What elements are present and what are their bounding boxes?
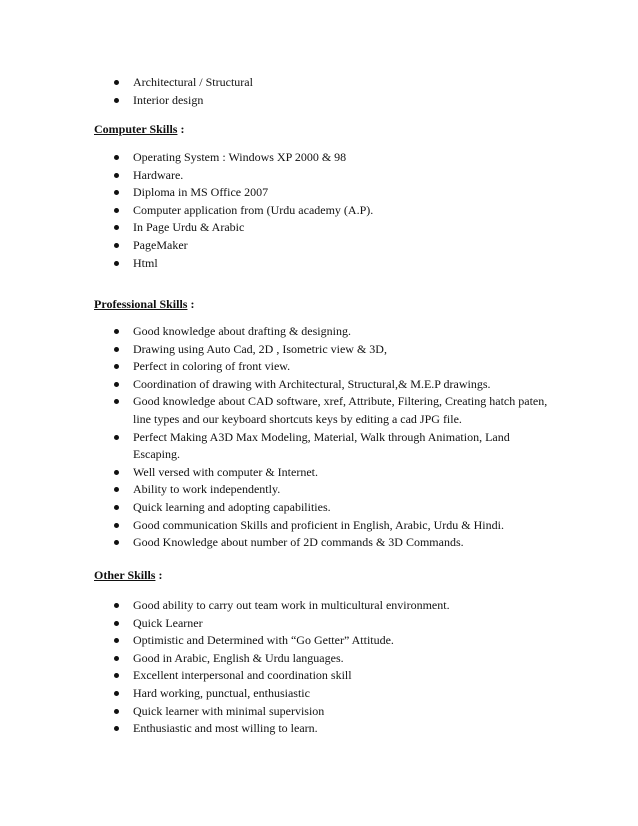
other-skills-section (0, 597, 638, 738)
bullet-icon (114, 261, 119, 266)
professional-skills-list (0, 323, 638, 552)
bullet-icon (114, 691, 119, 696)
computer-skill-item (0, 219, 638, 237)
other-skills-list (0, 597, 638, 738)
other-skill-item (0, 720, 638, 738)
professional-skill-item-text: Drawing using Auto Cad, 2D , Isometric view & 3D, (133, 341, 387, 356)
professional-skill-item (0, 534, 638, 552)
bullet-icon (114, 80, 119, 85)
top-skill-item (0, 92, 638, 110)
other-skill-item-text: Quick learner with minimal supervision (133, 703, 325, 718)
bullet-icon (114, 487, 119, 492)
other-skill-item-text: Hard working, punctual, enthusiastic (133, 685, 310, 700)
computer-skills-list (0, 149, 638, 272)
bullet-icon (114, 540, 119, 545)
other-skill-item (0, 597, 638, 615)
other-skills-heading-label: Other Skills (94, 568, 156, 582)
computer-skill-item-text: Hardware. (133, 167, 184, 182)
bullet-icon (114, 638, 119, 643)
computer-skill-item (0, 184, 638, 202)
professional-skill-item (0, 323, 638, 341)
top-skill-item (0, 74, 638, 92)
professional-skill-item (0, 464, 638, 482)
computer-skill-item (0, 167, 638, 185)
professional-skill-item (0, 481, 638, 499)
bullet-icon (114, 364, 119, 369)
computer-skill-item-text: Diploma in MS Office 2007 (133, 185, 269, 200)
professional-skill-item (0, 429, 638, 464)
bullet-icon (114, 470, 119, 475)
bullet-icon (114, 726, 119, 731)
other-skill-item-text: Good in Arabic, English & Urdu languages. (133, 650, 344, 665)
professional-skill-item (0, 376, 638, 394)
top-skill-item-text: Architectural / Structural (133, 75, 253, 89)
other-skill-item (0, 632, 638, 650)
top-skills-section (0, 74, 638, 109)
bullet-icon (114, 656, 119, 661)
professional-skill-item-text: Good communication Skills and proficient in English, Arabic, Urdu & Hindi. (133, 517, 504, 532)
bullet-icon (114, 347, 119, 352)
bullet-icon (114, 603, 119, 608)
professional-skill-item (0, 517, 638, 535)
other-skill-item-text: Quick Learner (133, 615, 203, 630)
other-skill-item (0, 615, 638, 633)
professional-skill-item-text: Perfect Making A3D Max Modeling, Material, Walk through Animation, Land Escaping. (133, 429, 510, 462)
computer-skill-item (0, 255, 638, 273)
other-skill-item (0, 703, 638, 721)
other-skills-heading-colon: : (155, 568, 163, 582)
professional-skills-section (0, 323, 638, 552)
professional-skill-item (0, 341, 638, 359)
bullet-icon (114, 673, 119, 678)
computer-skills-heading-label: Computer Skills (94, 122, 178, 136)
other-skill-item-text: Good ability to carry out team work in multicultural environment. (133, 598, 450, 612)
computer-skills-section (0, 149, 638, 272)
computer-skill-item-text: In Page Urdu & Arabic (133, 220, 245, 235)
bullet-icon (114, 190, 119, 195)
professional-skill-item-text: Well versed with computer & Internet. (133, 464, 318, 479)
other-skill-item-text: Enthusiastic and most willing to learn. (133, 721, 318, 736)
professional-skill-item-text: Quick learning and adopting capabilities. (133, 499, 331, 514)
bullet-icon (114, 243, 119, 248)
computer-skill-item-text: Computer application from (Urdu academy (A.P). (133, 202, 374, 217)
other-skill-item-text: Optimistic and Determined with “Go Getter” Attitude. (133, 633, 394, 648)
other-skill-item (0, 685, 638, 703)
professional-skill-item-text: Ability to work independently. (133, 482, 281, 497)
bullet-icon (114, 155, 119, 160)
computer-skill-item (0, 149, 638, 167)
bullet-icon (114, 399, 119, 404)
bullet-icon (114, 709, 119, 714)
bullet-icon (114, 98, 119, 103)
bullet-icon (114, 505, 119, 510)
bullet-icon (114, 173, 119, 178)
computer-skills-heading-colon: : (177, 122, 185, 136)
bullet-icon (114, 329, 119, 334)
bullet-icon (114, 621, 119, 626)
other-skills-heading (94, 567, 162, 583)
professional-skills-heading-label: Professional Skills (94, 297, 188, 311)
bullet-icon (114, 523, 119, 528)
professional-skill-item (0, 499, 638, 517)
bullet-icon (114, 225, 119, 230)
professional-skill-item-text: Perfect in coloring of front view. (133, 359, 291, 374)
professional-skills-heading (94, 296, 194, 312)
professional-skill-item-text: Coordination of drawing with Architectural, Structural,& M.E.P drawings. (133, 376, 491, 391)
computer-skill-item-text: Html (133, 255, 158, 270)
professional-skill-item-text: Good knowledge about drafting & designing. (133, 324, 351, 338)
bullet-icon (114, 208, 119, 213)
professional-skill-item (0, 393, 638, 428)
bullet-icon (114, 382, 119, 387)
computer-skill-item (0, 237, 638, 255)
other-skill-item-text: Excellent interpersonal and coordination skill (133, 668, 352, 683)
professional-skills-heading-colon: : (187, 297, 195, 311)
computer-skill-item-text: Operating System : Windows XP 2000 & 98 (133, 150, 347, 164)
computer-skills-heading (94, 121, 184, 137)
computer-skill-item (0, 202, 638, 220)
professional-skill-item-text: Good knowledge about CAD software, xref, Attribute, Filtering, Creating hatch paten, line types and our keyboard shortcuts keys by editing a cad JPG file. (133, 394, 548, 426)
other-skill-item (0, 667, 638, 685)
professional-skill-item (0, 358, 638, 376)
professional-skill-item-text: Good Knowledge about number of 2D commands & 3D Commands. (133, 535, 464, 550)
computer-skill-item-text: PageMaker (133, 237, 188, 252)
top-skill-item-text: Interior design (133, 92, 204, 107)
bullet-icon (114, 435, 119, 440)
top-skills-list (0, 74, 638, 109)
other-skill-item (0, 650, 638, 668)
